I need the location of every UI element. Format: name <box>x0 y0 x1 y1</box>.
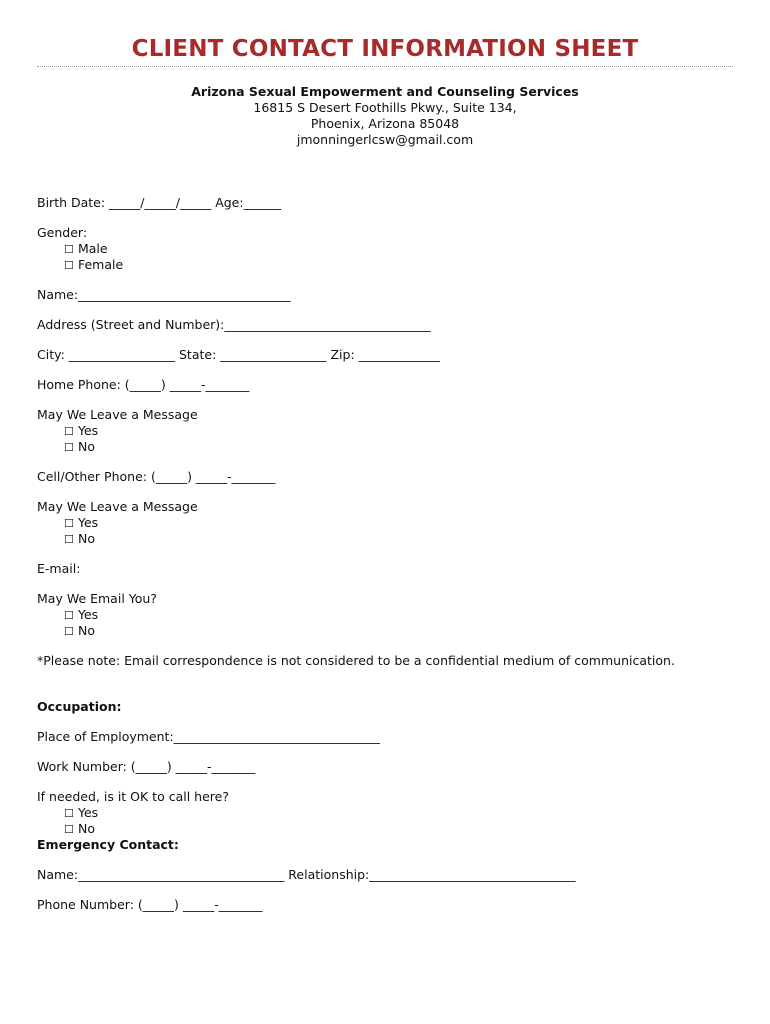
option-label: Yes <box>77 607 99 622</box>
email-you-option-no[interactable] <box>37 623 737 639</box>
checkbox-icon[interactable]: ☐ <box>64 625 74 638</box>
org-address-line2: Phoenix, Arizona 85048 <box>310 116 460 131</box>
emergency-contact-heading: Emergency Contact: <box>37 837 179 852</box>
cell-message-label: May We Leave a Message <box>37 499 198 514</box>
checkbox-icon[interactable]: ☐ <box>64 807 74 820</box>
checkbox-icon[interactable]: ☐ <box>64 425 74 438</box>
option-label: Yes <box>77 515 99 530</box>
email-you-label: May We Email You? <box>37 591 157 606</box>
option-label: No <box>77 821 95 836</box>
org-email: jmonningerlcsw@gmail.com <box>296 132 474 147</box>
page-title: CLIENT CONTACT INFORMATION SHEET <box>131 36 639 62</box>
option-label: No <box>77 531 95 546</box>
work-number-field[interactable]: Work Number: (_____) _____-_______ <box>37 759 256 774</box>
home-phone-field[interactable]: Home Phone: (_____) _____-_______ <box>37 377 250 392</box>
cell-message-option-no[interactable] <box>37 531 737 547</box>
ok-to-call-option-no[interactable] <box>37 821 737 837</box>
email-note: *Please note: Email correspondence is not considered to be a confidential medium of communication. <box>37 653 675 668</box>
gender-option-male[interactable] <box>37 241 737 257</box>
home-message-label: May We Leave a Message <box>37 407 198 422</box>
checkbox-icon[interactable]: ☐ <box>64 609 74 622</box>
address-field[interactable]: Address (Street and Number):_________________________________ <box>37 317 431 332</box>
occupation-heading: Occupation: <box>37 699 122 714</box>
home-message-option-no[interactable] <box>37 439 737 455</box>
checkbox-icon[interactable]: ☐ <box>64 259 74 272</box>
cell-message-option-yes[interactable] <box>37 515 737 531</box>
emergency-name-relationship-field[interactable]: Name:_________________________________ Relationship:_________________________________ <box>37 867 576 882</box>
org-address-line1: 16815 S Desert Foothills Pkwy., Suite 134, <box>253 100 517 115</box>
option-label: No <box>77 439 95 454</box>
name-field[interactable]: Name:__________________________________ <box>37 287 291 302</box>
city-state-zip-field[interactable]: City: _________________ State: _________________ Zip: _____________ <box>37 347 440 362</box>
option-label: Yes <box>77 805 99 820</box>
checkbox-icon[interactable]: ☐ <box>64 533 74 546</box>
home-message-option-yes[interactable] <box>37 423 737 439</box>
cell-phone-field[interactable]: Cell/Other Phone: (_____) _____-_______ <box>37 469 276 484</box>
option-label: Female <box>77 257 124 272</box>
ok-to-call-label: If needed, is it OK to call here? <box>37 789 229 804</box>
gender-option-female[interactable] <box>37 257 737 273</box>
org-name: Arizona Sexual Empowerment and Counseling Services <box>191 84 579 99</box>
gender-label: Gender: <box>37 225 88 240</box>
checkbox-icon[interactable]: ☐ <box>64 243 74 256</box>
email-field[interactable]: E-mail: <box>37 561 81 576</box>
checkbox-icon[interactable]: ☐ <box>64 441 74 454</box>
emergency-phone-field[interactable]: Phone Number: (_____) _____-_______ <box>37 897 263 912</box>
ok-to-call-option-yes[interactable] <box>37 805 737 821</box>
contact-form <box>37 195 737 913</box>
checkbox-icon[interactable]: ☐ <box>64 517 74 530</box>
title-divider <box>37 66 733 67</box>
email-you-option-yes[interactable] <box>37 607 737 623</box>
option-label: No <box>77 623 95 638</box>
place-of-employment-field[interactable]: Place of Employment:_________________________________ <box>37 729 380 744</box>
birth-date-field[interactable]: Birth Date: _____/_____/_____ Age:______ <box>37 195 282 210</box>
checkbox-icon[interactable]: ☐ <box>64 823 74 836</box>
option-label: Yes <box>77 423 99 438</box>
organization-block <box>0 84 770 148</box>
option-label: Male <box>77 241 108 256</box>
